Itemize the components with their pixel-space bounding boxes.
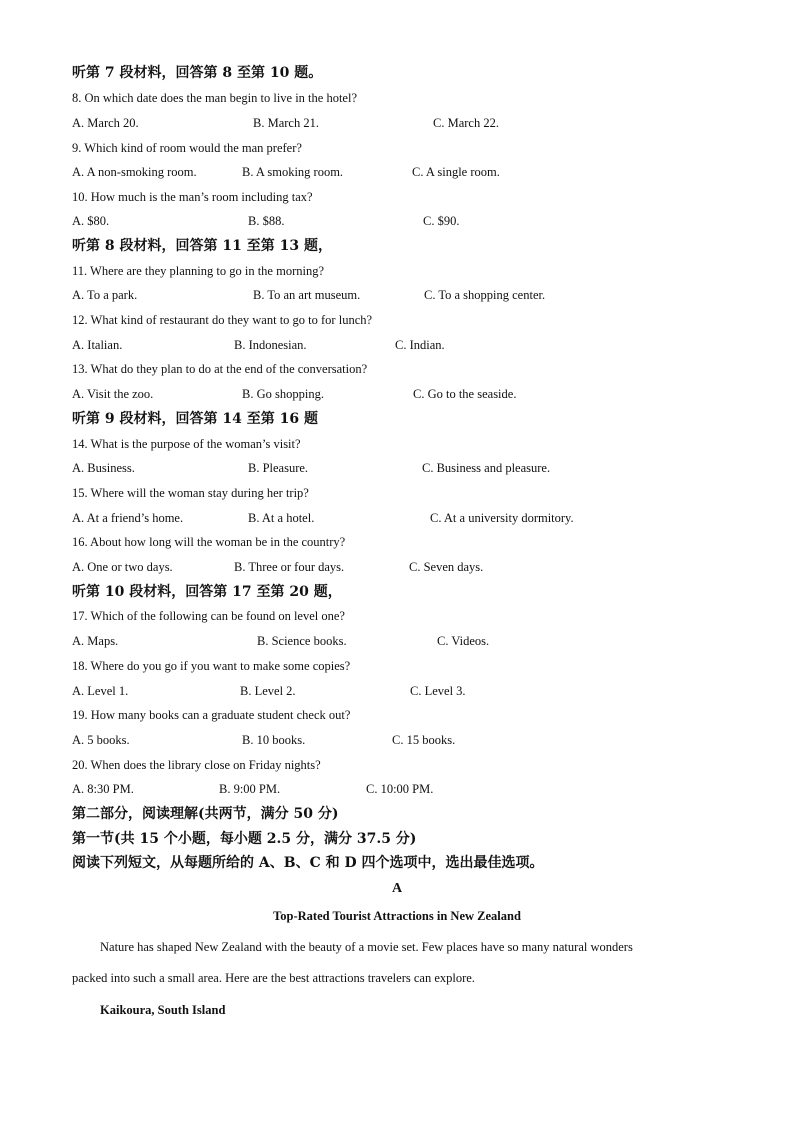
section-heading-9: 听第 9 段材料，回答第 14 至第 16 题 bbox=[72, 411, 318, 427]
passage-title: Top-Rated Tourist Attractions in New Zealand bbox=[273, 909, 521, 923]
passage-line-2: packed into such a small area. Here are the best attractions travelers can explore. bbox=[72, 971, 475, 985]
option-9b: B. A smoking room. bbox=[242, 165, 344, 179]
option-11c: C. To a shopping center. bbox=[424, 288, 546, 302]
option-13c: C. Go to the seaside. bbox=[413, 387, 517, 401]
option-16c: C. Seven days. bbox=[409, 560, 484, 574]
option-18a: A. Level 1. bbox=[72, 684, 129, 698]
question-12: 12. What kind of restaurant do they want to go to for lunch? bbox=[72, 313, 373, 327]
option-14c: C. Business and pleasure. bbox=[422, 461, 551, 475]
section-heading-7: 听第 7 段材料，回答第 8 至第 10 题。 bbox=[72, 65, 323, 81]
option-9a: A. A non-smoking room. bbox=[72, 165, 197, 179]
option-16a: A. One or two days. bbox=[72, 560, 173, 574]
option-8c: C. March 22. bbox=[433, 116, 499, 130]
option-12a: A. Italian. bbox=[72, 338, 123, 352]
option-10c: C. $90. bbox=[423, 214, 460, 228]
option-16b: B. Three or four days. bbox=[234, 560, 345, 574]
passage-subheading: Kaikoura, South Island bbox=[100, 1003, 226, 1017]
question-11: 11. Where are they planning to go in the morning? bbox=[72, 264, 325, 278]
option-17c: C. Videos. bbox=[437, 634, 490, 648]
question-8: 8. On which date does the man begin to live in the hotel? bbox=[72, 91, 357, 105]
option-12c: C. Indian. bbox=[395, 338, 445, 352]
option-8a: A. March 20. bbox=[72, 116, 139, 130]
part-two-heading: 第二部分，阅读理解(共两节，满分 50 分) bbox=[72, 806, 339, 822]
question-15: 15. Where will the woman stay during her trip? bbox=[72, 486, 309, 500]
option-18c: C. Level 3. bbox=[410, 684, 466, 698]
question-16: 16. About how long will the woman be in the country? bbox=[72, 535, 346, 549]
passage-letter: A bbox=[391, 881, 403, 896]
option-20a: A. 8:30 PM. bbox=[72, 782, 134, 796]
question-14: 14. What is the purpose of the woman’s visit? bbox=[72, 437, 301, 451]
option-20c: C. 10:00 PM. bbox=[366, 782, 434, 796]
passage-line-1: Nature has shaped New Zealand with the beauty of a movie set. Few places have so many natural wonders bbox=[100, 940, 633, 954]
option-20b: B. 9:00 PM. bbox=[219, 782, 281, 796]
question-20: 20. When does the library close on Friday nights? bbox=[72, 758, 321, 772]
question-9: 9. Which kind of room would the man prefer? bbox=[72, 141, 302, 155]
section-heading-10: 听第 10 段材料，回答第 17 至第 20 题， bbox=[72, 584, 342, 600]
option-13b: B. Go shopping. bbox=[242, 387, 324, 401]
option-19a: A. 5 books. bbox=[72, 733, 130, 747]
option-15a: A. At a friend’s home. bbox=[72, 511, 184, 525]
option-17b: B. Science books. bbox=[257, 634, 347, 648]
section-heading-8: 听第 8 段材料，回答第 11 至第 13 题， bbox=[72, 238, 332, 254]
option-11b: B. To an art museum. bbox=[253, 288, 361, 302]
question-19: 19. How many books can a graduate student check out? bbox=[72, 708, 351, 722]
question-18: 18. Where do you go if you want to make some copies? bbox=[72, 659, 351, 673]
question-10: 10. How much is the man’s room including tax? bbox=[72, 190, 313, 204]
option-14a: A. Business. bbox=[72, 461, 135, 475]
option-14b: B. Pleasure. bbox=[248, 461, 309, 475]
option-13a: A. Visit the zoo. bbox=[72, 387, 154, 401]
option-11a: A. To a park. bbox=[72, 288, 138, 302]
question-13: 13. What do they plan to do at the end of the conversation? bbox=[72, 362, 368, 376]
question-17: 17. Which of the following can be found on level one? bbox=[72, 609, 345, 623]
section-one-heading: 第一节(共 15 个小题，每小题 2.5 分，满分 37.5 分) bbox=[72, 831, 417, 847]
option-9c: C. A single room. bbox=[412, 165, 500, 179]
option-10b: B. $88. bbox=[248, 214, 285, 228]
option-10a: A. $80. bbox=[72, 214, 110, 228]
option-17a: A. Maps. bbox=[72, 634, 119, 648]
option-8b: B. March 21. bbox=[253, 116, 319, 130]
option-18b: B. Level 2. bbox=[240, 684, 296, 698]
option-19b: B. 10 books. bbox=[242, 733, 306, 747]
option-19c: C. 15 books. bbox=[392, 733, 456, 747]
option-12b: B. Indonesian. bbox=[234, 338, 307, 352]
reading-instruction: 阅读下列短文，从每题所给的 A、B、C 和 D 四个选项中，选出最佳选项。 bbox=[72, 855, 544, 871]
option-15c: C. At a university dormitory. bbox=[430, 511, 574, 525]
option-15b: B. At a hotel. bbox=[248, 511, 315, 525]
